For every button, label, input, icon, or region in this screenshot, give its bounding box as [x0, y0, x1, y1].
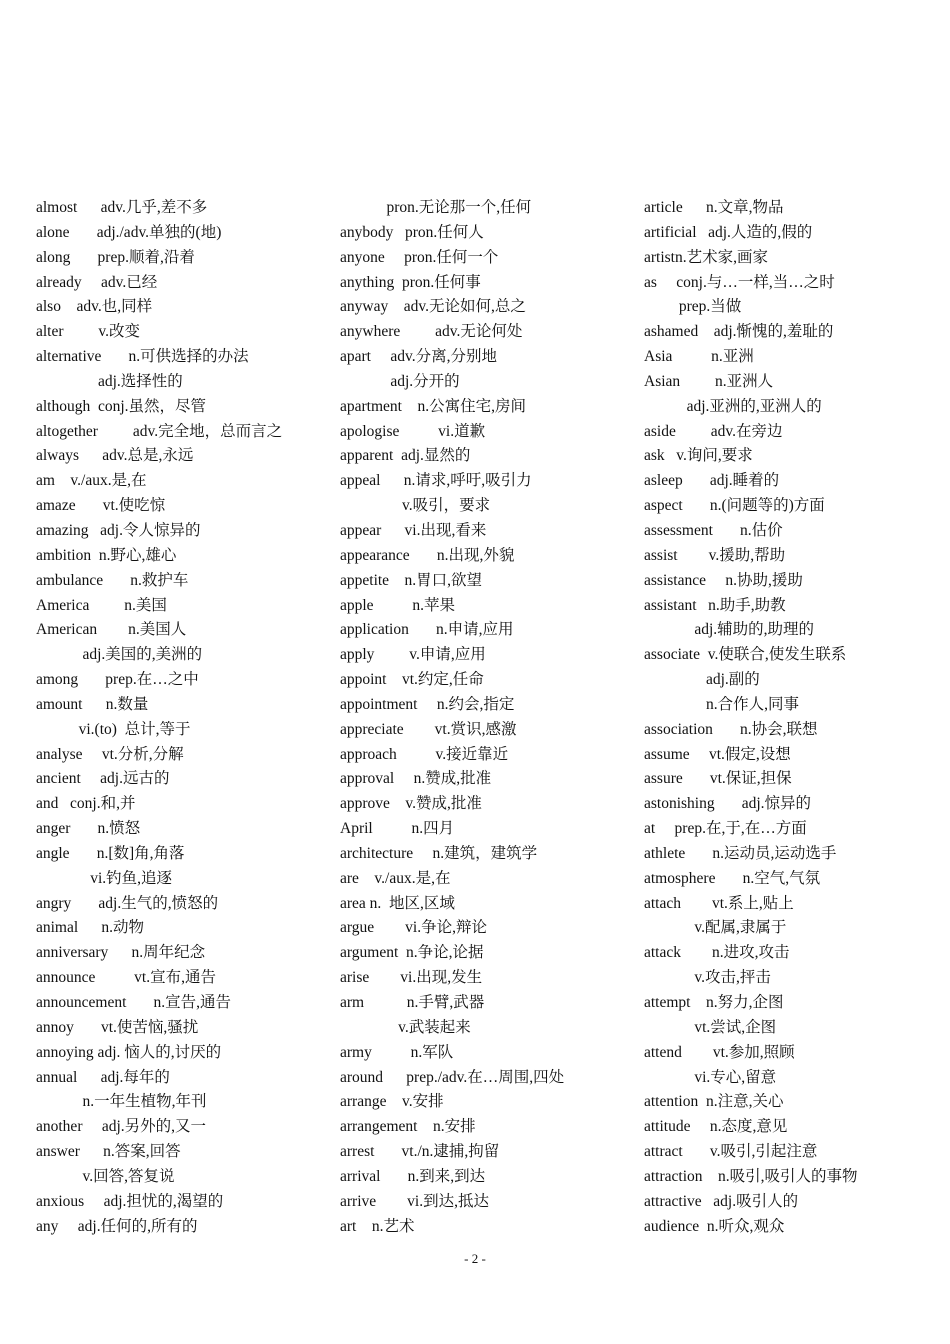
vocab-entry-line: Asian n.亚洲人 — [644, 372, 774, 390]
vocab-entry-line: among prep.在…之中 — [36, 671, 199, 689]
vocab-entry-line: attraction n.吸引,吸引人的事物 — [644, 1167, 858, 1185]
vocab-entry-line: am v./aux.是,在 — [36, 472, 147, 490]
vocab-entry-line: ancient adj.远古的 — [36, 770, 170, 788]
vocab-entry-line: audience n.听众,观众 — [644, 1217, 785, 1235]
vocab-entry-line: attract v.吸引,引起注意 — [644, 1143, 818, 1161]
vocab-entry-line: v.配属,隶属于 — [644, 919, 787, 937]
vocab-entry-line: annoying adj. 恼人的,讨厌的 — [36, 1043, 222, 1061]
vocab-entry-line: angle n.[数]角,角落 — [36, 844, 185, 862]
vocab-entry-line: already adv.已经 — [36, 273, 158, 291]
vocab-entry-line: atmosphere n.空气,气氛 — [644, 869, 821, 887]
vocab-entry-line: assessment n.估价 — [644, 521, 783, 539]
vocab-entry-line: vi.专心,留意 — [644, 1068, 777, 1086]
vocab-entry-line: vi.(to) 总计,等于 — [36, 720, 191, 738]
vocab-entry-line: arm n.手臂,武器 — [340, 994, 485, 1011]
vocab-entry-line: assume vt.假定,设想 — [644, 745, 791, 763]
vocab-entry-line: vi.钓鱼,追逐 — [36, 869, 173, 887]
vocab-entry-line: army n.军队 — [340, 1043, 454, 1061]
vocab-entry-line: arrangement n.安排 — [340, 1118, 476, 1136]
vocab-entry-line: annoy vt.使苦恼,骚扰 — [36, 1018, 199, 1036]
vocab-entry-line: arrival n.到来,到达 — [340, 1167, 486, 1185]
vocab-entry-line: attach vt.系上,贴上 — [644, 894, 794, 912]
vocab-entry-line: ambition n.野心,雄心 — [36, 546, 177, 564]
vocab-entry-line: anger n.愤怒 — [36, 820, 141, 838]
vocab-entry-line: around prep./adv.在…周围,四处 — [340, 1068, 565, 1086]
vocab-entry-line: are v./aux.是,在 — [340, 869, 451, 887]
vocab-entry-line: answer n.答案,回答 — [36, 1143, 181, 1161]
vocab-entry-line: ambulance n.救护车 — [36, 571, 189, 589]
vocab-entry-line: at prep.在,于,在…方面 — [644, 820, 807, 838]
vocab-entry-line: April n.四月 — [340, 820, 455, 838]
vocab-entry-line: anyway adv.无论如何,总之 — [340, 298, 526, 316]
vocab-entry-line: amaze vt.使吃惊 — [36, 497, 166, 515]
vocab-entry-line: appearance n.出现,外貌 — [340, 546, 515, 564]
vocab-entry-line: argue vi.争论,辩论 — [340, 919, 487, 937]
vocab-entry-line: although conj.虽然，尽管 — [36, 397, 207, 415]
vocab-entry-line: assistant n.助手,助教 — [644, 596, 786, 614]
vocab-entry-line: v.攻击,抨击 — [644, 969, 771, 987]
vocab-entry-line: adj.亚洲的,亚洲人的 — [644, 397, 822, 415]
vocab-entry-line: n.合作人,同事 — [644, 695, 800, 713]
vocab-entry-line: another adj.另外的,又一 — [36, 1118, 207, 1136]
vocab-entry-line: as conj.与…一样,当…之时 — [644, 273, 835, 291]
vocab-entry-line: attack n.进攻,攻击 — [644, 944, 790, 962]
vocab-entry-line: artistn.艺术家,画家 — [644, 248, 768, 266]
vocab-entry-line: art n.艺术 — [340, 1217, 415, 1235]
page-number: - 2 - — [464, 1251, 486, 1266]
vocab-entry-line: arrive vi.到达,抵达 — [340, 1192, 489, 1210]
vocab-entry-line: application n.申请,应用 — [340, 621, 514, 639]
vocab-entry-line: pron.无论那一个,任何 — [340, 199, 532, 216]
vocab-entry-line: also adv.也,同样 — [36, 298, 153, 316]
vocab-entry-line: apple n.苹果 — [340, 596, 455, 614]
vocab-entry-line: prep.当做 — [644, 298, 742, 316]
vocab-entry-line: anxious adj.担忧的,渴望的 — [36, 1192, 224, 1210]
vocab-entry-line: adj.副的 — [644, 671, 760, 689]
vocab-entry-line: appetite n.胃口,欲望 — [340, 571, 483, 589]
vocab-entry-line: apparent adj.显然的 — [340, 447, 471, 465]
vocab-entry-line: association n.协会,联想 — [644, 720, 818, 738]
vocab-entry-line: approach v.接近靠近 — [340, 745, 509, 763]
vocab-entry-line: vt.尝试,企图 — [644, 1018, 777, 1036]
vocab-entry-line: attempt n.努力,企图 — [644, 994, 784, 1011]
vocab-entry-line: v.吸引，要求 — [340, 497, 491, 515]
vocabulary-column-3 — [644, 196, 944, 1239]
vocab-entry-line: along prep.顺着,沿着 — [36, 248, 195, 266]
vocab-entry-line: always adv.总是,永远 — [36, 447, 194, 465]
vocab-entry-line: n.一年生植物,年刊 — [36, 1093, 207, 1111]
vocab-entry-line: attractive adj.吸引人的 — [644, 1192, 799, 1210]
vocab-entry-line: v.武装起来 — [340, 1018, 471, 1036]
vocab-entry-line: amount n.数量 — [36, 695, 149, 713]
vocab-entry-line: adj.分开的 — [340, 372, 460, 390]
vocab-entry-line: altogether adv.完全地，总而言之 — [36, 422, 283, 440]
vocab-entry-line: assure vt.保证,担保 — [644, 770, 792, 788]
vocab-entry-line: aside adv.在旁边 — [644, 422, 783, 440]
vocab-entry-line: anybody pron.任何人 — [340, 223, 484, 241]
vocab-entry-line: alone adj./adv.单独的(地) — [36, 223, 222, 241]
vocab-entry-line: attend vt.参加,照顾 — [644, 1043, 795, 1061]
vocab-entry-line: asleep adj.睡着的 — [644, 472, 780, 490]
vocab-entry-line: arrest vt./n.逮捕,拘留 — [340, 1143, 500, 1161]
vocab-entry-line: ashamed adj.惭愧的,羞耻的 — [644, 323, 834, 341]
vocab-entry-line: and conj.和,并 — [36, 795, 136, 813]
vocab-entry-line: arrange v.安排 — [340, 1093, 444, 1111]
vocab-entry-line: adj.辅助的,助理的 — [644, 621, 815, 639]
vocab-entry-line: apply v.申请,应用 — [340, 646, 486, 664]
vocab-entry-line: v.回答,答复说 — [36, 1167, 175, 1185]
vocab-entry-line: athlete n.运动员,运动选手 — [644, 844, 837, 862]
vocab-entry-line: appoint vt.约定,任命 — [340, 671, 484, 689]
vocab-entry-line: anything pron.任何事 — [340, 273, 481, 291]
vocab-entry-line: approval n.赞成,批准 — [340, 770, 492, 788]
vocab-entry-line: any adj.任何的,所有的 — [36, 1217, 198, 1235]
vocab-entry-line: appreciate vt.赏识,感激 — [340, 720, 517, 738]
vocab-entry-line: aspect n.(问题等的)方面 — [644, 497, 825, 515]
vocab-entry-line: America n.美国 — [36, 596, 167, 614]
vocab-entry-line: anyone pron.任何一个 — [340, 248, 499, 266]
vocab-entry-line: announcement n.宣告,通告 — [36, 994, 232, 1011]
vocab-entry-line: approve v.赞成,批准 — [340, 795, 482, 813]
vocab-entry-line: ask v.询问,要求 — [644, 447, 753, 465]
vocab-entry-line: astonishing adj.惊异的 — [644, 795, 812, 813]
vocab-entry-line: article n.文章,物品 — [644, 199, 784, 216]
vocab-entry-line: apologise vi.道歉 — [340, 422, 486, 440]
vocab-entry-line: apartment n.公寓住宅,房间 — [340, 397, 526, 415]
vocab-entry-line: area n. 地区,区域 — [340, 894, 455, 912]
vocab-entry-line: architecture n.建筑，建筑学 — [340, 844, 538, 862]
vocabulary-column-1 — [36, 196, 336, 1239]
vocab-entry-line: analyse vt.分析,分解 — [36, 745, 184, 763]
vocab-entry-line: appeal n.请求,呼吁,吸引力 — [340, 472, 532, 490]
vocab-entry-line: associate v.使联合,使发生联系 — [644, 646, 847, 664]
vocab-entry-line: assistance n.协助,援助 — [644, 571, 803, 589]
vocab-entry-line: arise vi.出现,发生 — [340, 969, 483, 987]
vocab-entry-line: attitude n.态度,意见 — [644, 1118, 788, 1136]
vocab-entry-line: anniversary n.周年纪念 — [36, 944, 206, 962]
vocab-entry-line: assist v.援助,帮助 — [644, 546, 786, 564]
vocab-entry-line: anywhere adv.无论何处 — [340, 323, 523, 341]
vocab-entry-line: adj.选择性的 — [36, 372, 183, 390]
vocab-entry-line: attention n.注意,关心 — [644, 1093, 784, 1111]
vocab-entry-line: announce vt.宣布,通告 — [36, 969, 216, 987]
vocab-entry-line: Asia n.亚洲 — [644, 348, 754, 366]
vocab-entry-line: annual adj.每年的 — [36, 1068, 170, 1086]
vocab-entry-line: amazing adj.令人惊异的 — [36, 521, 201, 539]
vocabulary-column-2 — [340, 196, 640, 1239]
vocab-entry-line: artificial adj.人造的,假的 — [644, 223, 813, 241]
vocab-entry-line: apart adv.分离,分别地 — [340, 348, 497, 366]
vocab-entry-line: American n.美国人 — [36, 621, 187, 639]
vocab-entry-line: adj.美国的,美洲的 — [36, 646, 203, 664]
vocab-entry-line: argument n.争论,论据 — [340, 944, 484, 962]
vocab-entry-line: alter v.改变 — [36, 323, 141, 341]
vocab-entry-line: almost adv.几乎,差不多 — [36, 199, 208, 216]
vocab-entry-line: angry adj.生气的,愤怒的 — [36, 894, 219, 912]
vocab-entry-line: appear vi.出现,看来 — [340, 521, 487, 539]
vocab-entry-line: appointment n.约会,指定 — [340, 695, 515, 713]
vocab-entry-line: animal n.动物 — [36, 919, 145, 937]
vocab-entry-line: alternative n.可供选择的办法 — [36, 348, 249, 366]
